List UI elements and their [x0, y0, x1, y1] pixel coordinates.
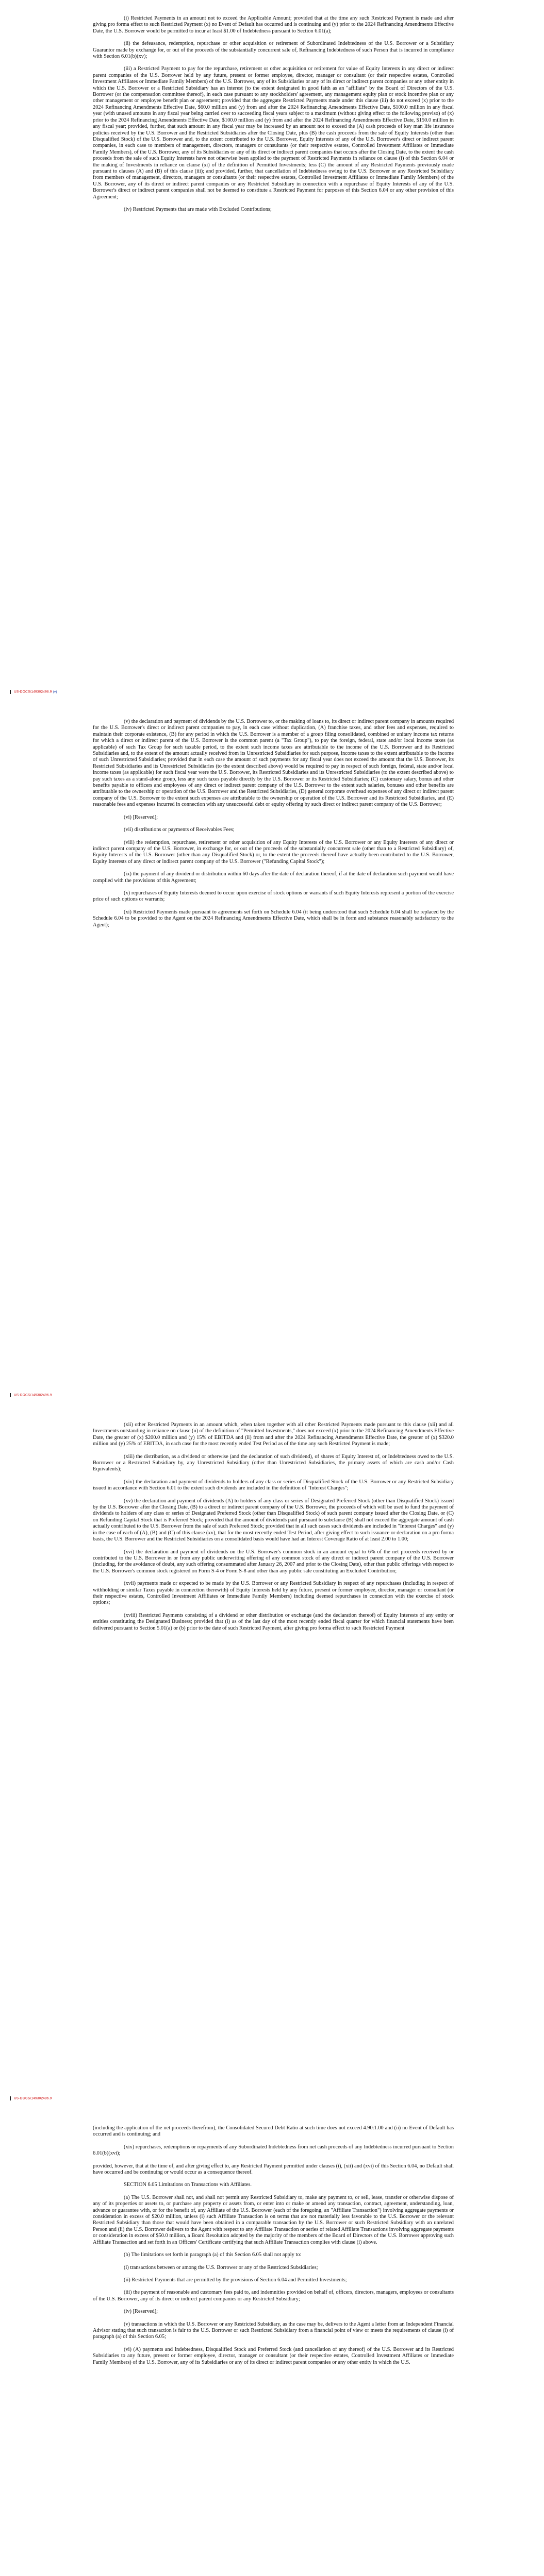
paragraph: (xi) Restricted Payments made pursuant to agreements set forth on Schedule 6.04 (it being understood that such Schedule 6.04 shall be replaced by the Schedule 6.04 to be provided to the Agent on the 2024 Refinancing Amendments Effective Date, which shall be in form and substance reasonably satisfactory to the Agent);	[93, 909, 454, 928]
page-footer	[10, 690, 57, 694]
paragraph: (xv) the declaration and payment of dividends (A) to holders of any class or series of Designated Preferred Stock (other than Disqualified Stock) issued by the U.S. Borrower after the Closing Date, (B) to a direct or indirect parent company of the U.S. Borrower, the proceeds of which will be used to fund the payment of dividends to holders of any class or series of Designated Preferred Stock (other than Disqualified Stock) of such parent company issued after the Closing Date, or (C) on Refunding Capital Stock that is Preferred Stock; provided that the amount of dividends paid pursuant to subclause (B) shall not exceed the aggregate amount of cash actually contributed to the U.S. Borrower from the sale of such Preferred Stock; provided that in all such cases such dividends are included in "Interest Charges" and (y) in the case of each of (A), (B) and (C) of this clause (xv), that for the most recently ended Test Period, after giving effect to such issuance or declaration on a pro forma basis, the U.S. Borrower and the Restricted Subsidiaries on a consolidated basis would have had an Interest Coverage Ratio of at least 2.00 to 1.00;	[93, 1498, 454, 1543]
paragraph: (x) repurchases of Equity Interests deemed to occur upon exercise of stock options or warrants if such Equity Interests represent a portion of the exercise price of such options or warrants;	[93, 890, 454, 903]
paragraph: (v) transactions in which the U.S. Borrower or any Restricted Subsidiary, as the case may be, delivers to the Agent a letter from an Independent Financial Advisor stating that such transaction is fair to the U.S. Borrower or such Restricted Subsidiary from a financial point of view or meets the requirements of clause (i) of paragraph (a) of this Section 6.05;	[93, 2321, 454, 2340]
paragraph: (xiii) the distribution, as a dividend or otherwise (and the declaration of such dividend), of shares of Equity Interest of, or Indebtedness owed to the U.S. Borrower or a Restricted Subsidiary by, any Unrestricted Subsidiary (other than Unrestricted Subsidiaries, the primary assets of which are cash and/or Cash Equivalents);	[93, 1453, 454, 1472]
paragraph: (iv) [Reserved];	[124, 2309, 158, 2315]
paragraph: (vi) [Reserved];	[124, 814, 158, 820]
paragraph: (b) The limitations set forth in paragraph (a) of this Section 6.05 shall not apply to:	[124, 2252, 302, 2258]
page-1-text	[93, 15, 454, 219]
paragraph: (v) the declaration and payment of dividends by the U.S. Borrower to, or the making of loans to, its direct or indirect parent company in amounts required for the U.S. Borrower's direct or indirect parent companies to pay, in each case without duplication, (A) franchise taxes, and other fees and expenses, required to maintain their corporate existence, (B) for any period in which the U.S. Borrower is a member of a group filing consolidated, combined or unitary income tax returns for which a direct or indirect parent of the U.S. Borrower is the common parent (a "Tax Group"), to pay the foreign, federal, state and/or local income taxes (as applicable) of such Tax Group for such taxable period, to the extent such income taxes are attributable to the income of the U.S. Borrower and its Restricted Subsidiaries and, to the extent of the amount actually received from its Unrestricted Subsidiaries for such purpose, income taxes to the extent attributable to the income of such Unrestricted Subsidiaries; provided that in each case the amount of such payments for any fiscal year does not exceed the amount that the U.S. Borrower, its Restricted Subsidiaries and its Unrestricted Subsidiaries (to the extent described above) would be required to pay in respect of such foreign, federal, state and/or local income taxes (as applicable) for such fiscal year were the U.S. Borrower, its Restricted Subsidiaries and its Unrestricted Subsidiaries (to the extent described above) to pay such taxes as a stand-alone group, less any such taxes payable directly by the U.S. Borrower or its Restricted Subsidiaries; (C) customary salary, bonus and other benefits payable to officers and employees of any direct or indirect parent company of the U.S. Borrower to the extent such salaries, bonuses and other benefits are attributable to the ownership or operation of the U.S. Borrower and the Restricted Subsidiaries, (D) general corporate overhead expenses of any direct or indirect parent company of the U.S. Borrower to the extent such expenses are attributable to the ownership or operation of the U.S. Borrower and its Restricted Subsidiaries, and (E) reasonable fees and expenses incurred in connection with any unsuccessful debt or equity offering by such direct or indirect parent company of the U.S. Borrower;	[93, 719, 454, 808]
footer-tag: (v)	[53, 690, 57, 694]
paragraph: (viii) the redemption, repurchase, retirement or other acquisition of any Equity Interests of the U.S. Borrower or any Equity Interests of any direct or indirect parent company of the U.S. Borrower, in exchange for, or out of the proceeds of the substantially concurrent sale (other than to a Restricted Subsidiary) of, Equity Interests of the U.S. Borrower (other than any Disqualified Stock) or, to the extent the proceeds thereof have actually been contributed to the U.S. Borrower, Equity Interests of any direct or indirect parent company of the U.S. Borrower ("Refunding Capital Stock");	[93, 839, 454, 865]
paragraph: (i) transactions between or among the U.S. Borrower or any of the Restricted Subsidiaries;	[124, 2264, 318, 2270]
change-bar	[10, 690, 11, 694]
doc-id: US-DOCS\149302496.9	[14, 2096, 52, 2100]
page-3-text	[93, 1422, 454, 1638]
page-footer	[10, 2096, 52, 2100]
paragraph: (i) Restricted Payments in an amount not to exceed the Applicable Amount; provided that at the time any such Restricted Payment is made and after giving pro forma effect to such Restricted Payment (x) no Event of Default has occurred and is continuing and (y) prior to the 2024 Refinancing Amendments Effective Date, the U.S. Borrower would be permitted to incur at least $1.00 of Indebtedness pursuant to Section 6.01(a);	[93, 15, 454, 34]
doc-id: US-DOCS\149302496.9	[14, 1393, 52, 1397]
paragraph: (vii) distributions or payments of Receivables Fees;	[124, 827, 235, 833]
page-4-text	[93, 2125, 454, 2372]
paragraph: (ix) the payment of any dividend or distribution within 60 days after the date of declaration thereof, if at the date of declaration such payment would have complied with the provisions of this Agreement;	[93, 871, 454, 884]
paragraph: (iv) Restricted Payments that are made with Excluded Contributions;	[124, 206, 272, 212]
change-bar	[10, 2096, 11, 2100]
paragraph: (ii) Restricted Payments that are permitted by the provisions of Section 6.04 and Permitted Investments;	[124, 2277, 347, 2283]
paragraph: (xix) repurchases, redemptions or repayments of any Subordinated Indebtedness from net cash proceeds of any Indebtedness incurred pursuant to Section 6.01(b)(xvi);	[93, 2144, 454, 2157]
document-page-4	[0, 2110, 544, 2576]
paragraph: (xiv) the declaration and payment of dividends to holders of any class or series of Disqualified Stock of the U.S. Borrower or any Restricted Subsidiary issued in accordance with Section 6.01 to the extent such dividends are included in the definition of "Interest Charges";	[93, 1479, 454, 1492]
paragraph: (including the application of the net proceeds therefrom), the Consolidated Secured Debt Ratio at such time does not exceed 4.90:1.00 and (ii) no Event of Default has occurred and is continuing; and	[93, 2125, 454, 2138]
paragraph: (iii) the payment of reasonable and customary fees paid to, and indemnities provided on behalf of, officers, directors, managers, employees or consultants of the U.S. Borrower, any of its direct or indirect parent companies or any Restricted Subsidiary;	[93, 2290, 454, 2302]
paragraph: (xviii) Restricted Payments consisting of a dividend or other distribution or exchange (and the declaration thereof) of Equity Interests of any entity or entities constituting the Designated Business; provided that (i) as of the last day of the most recently ended fiscal quarter for which financial statements have been delivered pursuant to Section 5.01(a) or (b) prior to the date of such Restricted Payment, after giving pro forma effect to such Restricted Payment	[93, 1612, 454, 1631]
paragraph: (a) The U.S. Borrower shall not, and shall not permit any Restricted Subsidiary to, make any payment to, or sell, lease, transfer or otherwise dispose of any of its properties or assets to, or purchase any property or assets from, or enter into or make or amend any transaction, contract, agreement, understanding, loan, advance or guarantee with, or for the benefit of, any Affiliate of the U.S. Borrower (each of the foregoing, an "Affiliate Transaction") involving aggregate payments or consideration in excess of $20.0 million, unless (i) such Affiliate Transaction is on terms that are not materially less favorable to the U.S. Borrower or the relevant Restricted Subsidiary than those that would have been obtained in a comparable transaction by the U.S. Borrower or such Restricted Subsidiary with an unrelated Person and (ii) the U.S. Borrower delivers to the Agent with respect to any Affiliate Transaction or series of related Affiliate Transactions involving aggregate payments or consideration in excess of $50.0 million, a Board Resolution adopted by the majority of the members of the Board of Directors of the U.S. Borrower approving such Affiliate Transaction and set forth in an Officers' Certificate certifying that such Affiliate Transaction complies with clause (i) above.	[93, 2194, 454, 2245]
paragraph: (iii) a Restricted Payment to pay for the repurchase, retirement or other acquisition or retirement for value of Equity Interests in any direct or indirect parent companies of the U.S. Borrower held by any future, present or former employee, director, manager or consultant (or their respective estates, Controlled Investment Affiliates or Immediate Family Members) of the U.S. Borrower, any of its Subsidiaries or any of its direct or indirect parent companies or any other entity in which the U.S. Borrower or a Restricted Subsidiary has an interest (to the extent designated in good faith as an "affiliate" by the Board of Directors of the U.S. Borrower (or the compensation committee thereof), in each case pursuant to any stockholders' agreement, any management equity plan or stock incentive plan or any other management or employee benefit plan or agreement; provided that the aggregate Restricted Payments made under this clause (iii) do not exceed (x) prior to the 2024 Refinancing Amendments Effective Date, $60.0 million and (y) from and after the 2024 Refinancing Amendments Effective Date, $100.0 million in any fiscal year (with unused amounts in any fiscal year being carried over to succeeding fiscal years subject to a maximum (without giving effect to the following proviso) of (x) prior to the 2024 Refinancing Amendments Effective Date, $100.0 million and (y) from and after the 2024 Refinancing Amendments Effective Date, $150.0 million in any fiscal year; provided, further, that such amount in any fiscal year may be increased by an amount not to exceed the (A) cash proceeds of key man life insurance policies received by the U.S. Borrower and the Restricted Subsidiaries after the Closing Date, plus (B) the cash proceeds from the sale of Equity Interests (other than Disqualified Stock) of the U.S. Borrower and, to the extent contributed to the U.S. Borrower, Equity Interests of any of the U.S. Borrower's direct or indirect parent companies, in each case to members of management, directors, managers or consultants (or their respective estates, Controlled Investment Affiliates or Immediate Family Members), of the U.S. Borrower, any of its Subsidiaries or any of its direct or indirect parent companies that occurs after the Closing Date, to the extent the cash proceeds from the sale of such Equity Interests have not otherwise been applied to the payment of Restricted Payments in reliance on clause (i) of this Section 6.04 or the making of Investments in reliance on clause (xi) of the definition of Permitted Investments; less (C) the amount of any Restricted Payments previously made pursuant to clauses (A) and (B) of this clause (iii); and provided, further, that cancellation of Indebtedness owing to the U.S. Borrower or any Restricted Subsidiary from members of management, directors, managers or consultants (or their respective estates, Controlled Investment Affiliates or Immediate Family Members) of the U.S. Borrower, any of its direct or indirect parent companies or any Restricted Subsidiary in connection with a repurchase of Equity Interests of any of the U.S. Borrower's direct or indirect parent companies shall not be deemed to constitute a Restricted Payment for purposes of this Section 6.04 or any other provision of this Agreement;	[93, 66, 454, 200]
doc-id: US-DOCS\149302496.9	[14, 690, 52, 694]
page-2-text	[93, 719, 454, 935]
document-page-1	[0, 0, 544, 703]
paragraph: (xvii) payments made or expected to be made by the U.S. Borrower or any Restricted Subsidiary in respect of any repurchases (including in respect of withholding or similar Taxes payable in connection therewith) of Equity Interests held by any future, present or former employee, director, manager or consultant (or their respective estates, Controlled Investment Affiliates or Immediate Family Members) including deemed repurchases in connection with the exercise of stock options;	[93, 1581, 454, 1606]
section-heading: SECTION 6.05 Limitations on Transactions with Affiliates.	[124, 2182, 252, 2188]
page-footer	[10, 1393, 52, 1397]
paragraph: (vi) (A) payments and Indebtedness, Disqualified Stock and Preferred Stock (and cancellation of any thereof) of the U.S. Borrower and its Restricted Subsidiaries to any future, present or former employee, director, manager or consultant (or their respective estates, Controlled Investment Affiliates or Immediate Family Members) of the U.S. Borrower, any of its Subsidiaries or any of its direct or indirect parent companies or any other entity in which the U.S.	[93, 2346, 454, 2365]
paragraph: provided, however, that at the time of, and after giving effect to, any Restricted Payment permitted under clauses (i), (xii) and (xvi) of this Section 6.04, no Default shall have occurred and be continuing or would occur as a consequence thereof.	[93, 2163, 454, 2176]
paragraph: (xvi) the declaration and payment of dividends on the U.S. Borrower's common stock in an amount equal to 6% of the net proceeds received by or contributed to the U.S. Borrower in or from any public underwriting offering of any common stock of any direct or indirect parent company of the U.S. Borrower (including, for the avoidance of doubt, any such offering consummated after January 26, 2007 and prior to the Closing Date), other than public offerings with respect to the U.S. Borrower's common stock registered on Form S-4 or Form S-8 and other than any public sale constituting an Excluded Contribution;	[93, 1549, 454, 1574]
document-page-2	[0, 703, 544, 1406]
paragraph: (xii) other Restricted Payments in an amount which, when taken together with all other Restricted Payments made pursuant to this clause (xii) and all Investments outstanding in reliance on clause (u) of the definition of "Permitted Investments," does not exceed (x) prior to the 2024 Refinancing Amendments Effective Date, the greater of (x) $200.0 million and (y) 15% of EBITDA and (ii) from and after the 2024 Refinancing Amendments Effective Date, the greater of (x) $320.0 million and (y) 25% of EBITDA, in each case for the most recently ended Test Period as of the time any such Restricted Payment is made;	[93, 1422, 454, 1447]
document-page-3	[0, 1406, 544, 2110]
change-bar	[10, 1393, 11, 1397]
paragraph: (ii) the defeasance, redemption, repurchase or other acquisition or retirement of Subordinated Indebtedness of the U.S. Borrower or a Subsidiary Guarantor made by exchange for, or out of the proceeds of the substantially concurrent sale of, Refinancing Indebtedness of such Person that is incurred in compliance with Section 6.01(b)(xv);	[93, 41, 454, 60]
